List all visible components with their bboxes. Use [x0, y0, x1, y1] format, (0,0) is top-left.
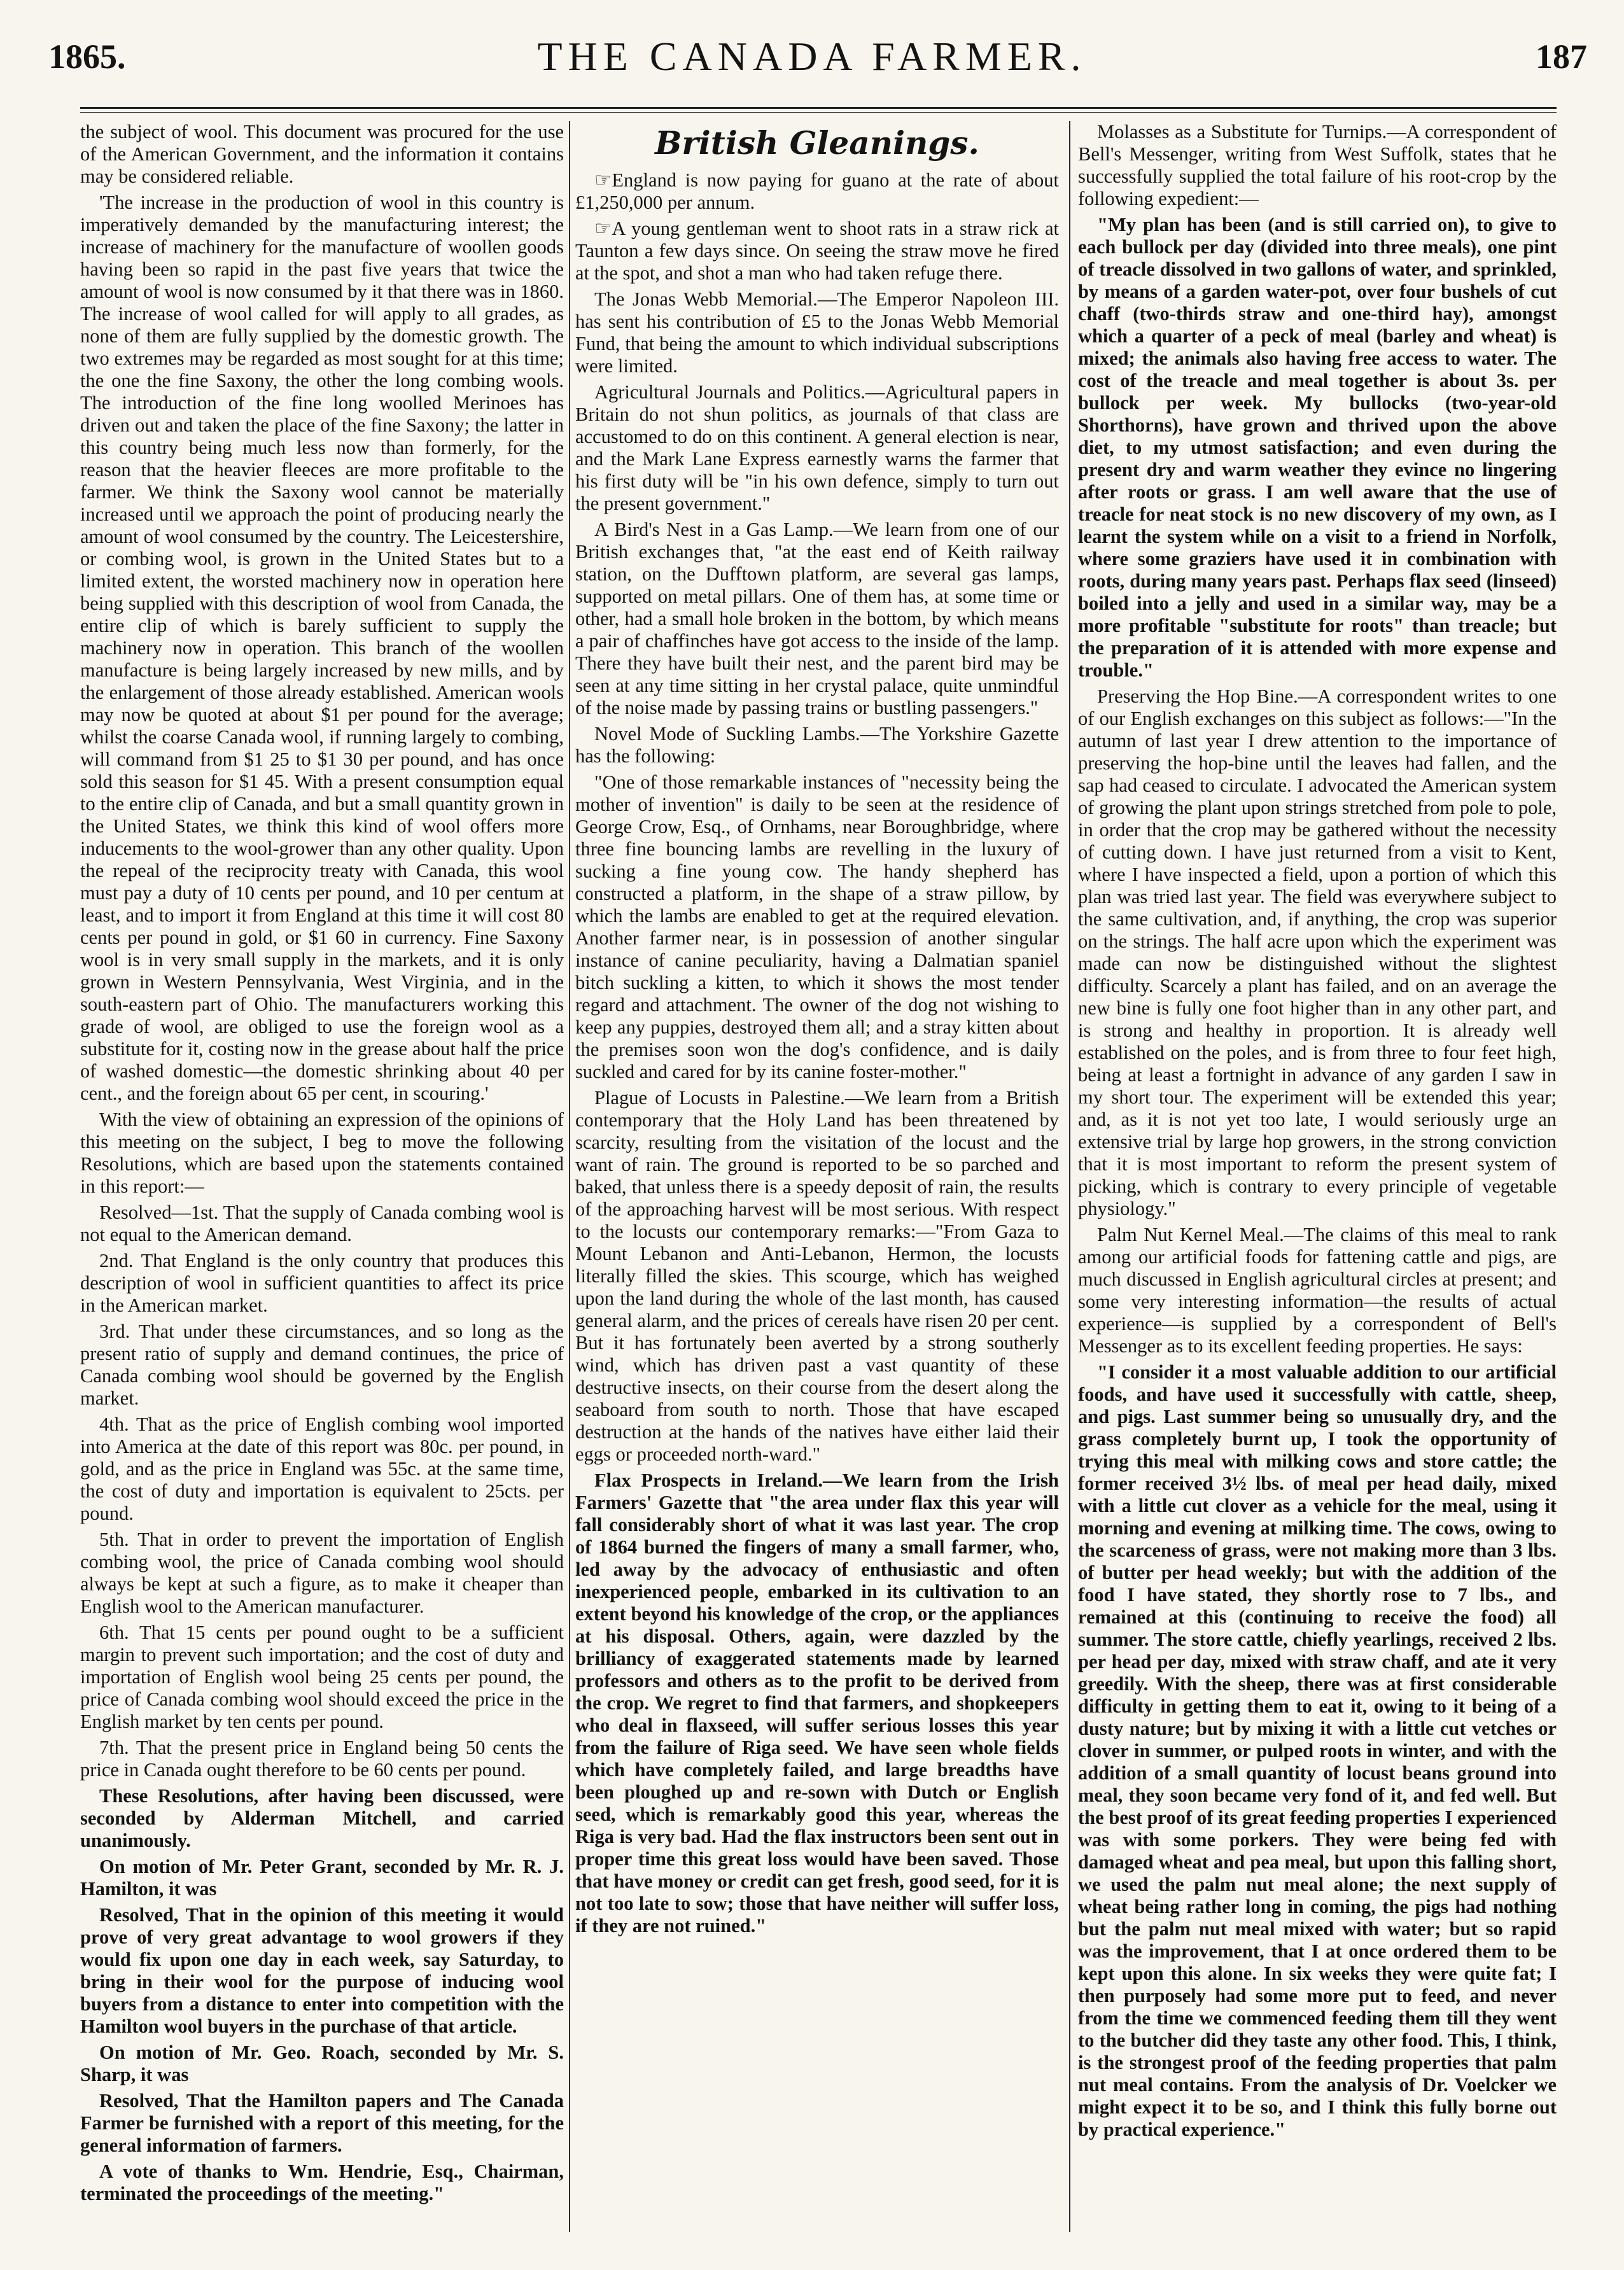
- news-item: Agricultural Journals and Politics.—Agricultural papers in Britain do not shun politics, as journals of that class are accustomed to do on this continent. A general election is near, and the Mark Lane Express earnestly warns the farmer that his first duty will be "in his own defence, simply to turn out the present government.": [575, 381, 1059, 514]
- resolution: 2nd. That England is the only country that produces this description of wool in sufficient quantities to affect its price in the American market.: [80, 1250, 564, 1316]
- resolution: 7th. That the present price in England being 50 cents the price in Canada ought therefore to be 60 cents per pound.: [80, 1737, 564, 1781]
- resolution: 5th. That in order to prevent the importation of English combing wool, the price of Canada combing wool should always be kept at such a figure, as to make it cheaper than English wool to the American manufacturer.: [80, 1529, 564, 1617]
- news-item: The Jonas Webb Memorial.—The Emperor Napoleon III. has sent his contribution of £5 to the Jonas Webb Memorial Fund, that being the amount to which individual subscriptions were limited.: [575, 288, 1059, 377]
- resolution: 3rd. That under these circumstances, and so long as the present ratio of supply and demand continues, the price of Canada combing wool should be governed by the English market.: [80, 1321, 564, 1409]
- news-item: ☞A young gentleman went to shoot rats in a straw rick at Taunton a few days since. On seeing the straw move he fired at the spot, and shot a man who had taken refuge there.: [575, 218, 1059, 284]
- section-heading: British Gleanings.: [655, 124, 979, 162]
- news-item: "One of those remarkable instances of "necessity being the mother of invention" is daily to be seen at the residence of George Crow, Esq., of Ornhams, near Boroughbridge, where three fine bouncing lambs are revelling in the luxury of sucking a fine young cow. The handy shepherd has constructed a platform, in the shape of a straw pillow, by which the lambs are enabled to get at the required elevation. Another farmer near, is in possession of another singular instance of canine peculiarity, having a Dalmatian spaniel bitch suckling a kitten, to which it shows the most tender regard and attachment. The owner of the dog not wishing to keep any puppies, destroyed them all; and a stray kitten about the premises soon won the dog's confidence, and is daily suckled and cared for by its canine foster-mother.": [575, 771, 1059, 1082]
- paragraph: 'The increase in the production of wool in this country is imperatively demanded by the manufacturing interest; the increase of machinery for the manufacture of woollen goods having been so rapid in the past five years that twice the amount of wool is now consumed by it that there was in 1860. The increase of wool called for will apply to all grades, as none of them are fully supplied by the domestic growth. The two extremes may be regarded as most sought for at this time; the one the fine Saxony, the other the long combing wools. The introduction of the fine long woolled Merinoes has driven out and taken the place of the fine Saxony; the latter in this country being much less now than formerly, for the reason that the heavier fleeces are more profitable to the farmer. We think the Saxony wool cannot be materially increased until we approach the point of producing nearly the amount of wool consumed by the country. The Leicestershire, or combing wool, is grown in the United States but to a limited extent, the worsted machinery now in operation here being supplied with this description of wool from Canada, the entire clip of which is barely sufficient to supply the machinery now in operation. This branch of the woollen manufacture is being largely increased by new mills, and by the enlargement of those already established. American wools may now be quoted at about $1 per pound for the average; whilst the coarse Canada wool, if running largely to combing, will command from $1 25 to $1 30 per pound, and has once sold this season for $1 45. With a present consumption equal to the entire clip of Canada, and but a small quantity grown in the United States, we think this kind of wool offers more inducements to the wool-grower than any other quality. Upon the repeal of the reciprocity treaty with Canada, this wool must pay a duty of 10 cents per pound, and 10 per centum at least, and to import it from England at this time it will cost 80 cents per pound in gold, or $1 60 in currency. Fine Saxony wool is in very small supply in the markets, and it is only grown in Western Pennsylvania, West Virginia, and in the south-eastern part of Ohio. The manufacturers working this grade of wool, are obliged to use the foreign wool as a substitute for it, costing now in the grease about half the price of washed domestic—the domestic shrinking about 40 per cent., and the foreign about 65 per cent, in scouring.': [80, 192, 564, 1104]
- newspaper-title: THE CANADA FARMER.: [537, 34, 1087, 79]
- column-divider: [1069, 121, 1070, 2232]
- quoted-letter: "I consider it a most valuable addition to our artificial foods, and have used it successfully with cattle, sheep, and pigs. Last summer being so unusually dry, and the grass completely burnt up, I took the opportunity of trying this meal with milking cows and store cattle; the former received 3½ lbs. of meal per head daily, mixed with a little cut clover as a vehicle for the meal, using it morning and evening at milking time. The cows, owing to the scarceness of grass, were not making more than 3 lbs. of butter per head weekly; but with the addition of the food I have stated, they shortly rose to 7 lbs., and remained at this (continuing to receive the food) all summer. The store cattle, chiefly yearlings, received 2 lbs. per head per day, mixed with straw chaff, and ate it very greedily. With the sheep, there was at first considerable difficulty in getting them to eat it, owing to it being of a dusty nature; but by mixing it with a little cut vetches or clover in summer, or pulped roots in winter, and with the addition of a small quantity of locust beans ground into meal, they soon became very fond of it, and fed well. But the best proof of its great feeding properties I experienced was with some porkers. They were being fed with damaged wheat and pea meal, but upon this falling short, we used the palm nut meal alone; the next supply of wheat being rather long in coming, the pigs had nothing but the palm nut meal mixed with water; but so rapid was the improvement, that I at once ordered them to be kept upon this alone. In six weeks they were quite fat; I then purposely had some more put to feed, and never from the time we commenced feeding them till they went to the butcher did they taste any other food. This, I think, is the strongest proof of the feeding properties that palm nut meal contains. From the analysis of Dr. Voelcker we might expect it to be so, and I think this fully borne out by practical experience.": [1078, 1361, 1557, 2140]
- resolution: Resolved—1st. That the supply of Canada combing wool is not equal to the American demand.: [80, 1202, 564, 1245]
- issue-year: 1865.: [48, 38, 126, 76]
- paragraph: Resolved, That in the opinion of this meeting it would prove of very great advantage to wool growers if they would fix upon one day in each week, say Saturday, to bring in their wool for the purpose of inducing wool buyers from a distance to enter into competition with the Hamilton wool buyers in the purchase of that article.: [80, 1904, 564, 2037]
- news-item: Plague of Locusts in Palestine.—We learn from a British contemporary that the Holy Land has been threatened by scarcity, resulting from the visitation of the locust and the want of rain. The ground is reported to be so parched and baked, that unless there is a speedy deposit of rain, the results of the approaching harvest will be most serious. With respect to the locusts our contemporary remarks:—"From Gaza to Mount Lebanon and Anti-Lebanon, Hermon, the locusts literally filled the skies. This scourge, which has weighed upon the land during the whole of the last month, has caused general alarm, and the prices of cereals have risen 20 per cent. But it has fortunately been averted by a strong southerly wind, which has driven past a vast quantity of these destructive insects, on their course from the desert along the seaboard from south to north. Those that have escaped destruction at the hands of the natives have either laid their eggs or proceeded north-ward.": [575, 1087, 1059, 1465]
- header-rule: [80, 107, 1557, 109]
- paragraph: On motion of Mr. Peter Grant, seconded by Mr. R. J. Hamilton, it was: [80, 1856, 564, 1900]
- column-2: [575, 121, 1059, 2232]
- resolution: 6th. That 15 cents per pound ought to be a sufficient margin to prevent such importation; and the cost of duty and importation of English wool being 25 cents per pound, the price of Canada combing wool should exceed the price in the English market by ten cents per pound.: [80, 1622, 564, 1732]
- paragraph: With the view of obtaining an expression of the opinions of this meeting on the subject, I beg to move the following Resolutions, which are based upon the statements contained in this report:—: [80, 1109, 564, 1197]
- paragraph: A vote of thanks to Wm. Hendrie, Esq., Chairman, terminated the proceedings of the meeting.": [80, 2161, 564, 2204]
- news-item: ☞England is now paying for guano at the rate of about £1,250,000 per annum.: [575, 169, 1059, 213]
- news-item: Palm Nut Kernel Meal.—The claims of this meal to rank among our artificial foods for fattening cattle and pigs, are much discussed in English agricultural circles at present; and some very interesting information—the results of actual experience—is supplied by a correspondent of Bell's Messenger as to its excellent feeding properties. He says:: [1078, 1224, 1557, 1357]
- paragraph: These Resolutions, after having been discussed, were seconded by Alderman Mitchell, and carried unanimously.: [80, 1785, 564, 1851]
- paragraph: Resolved, That the Hamilton papers and The Canada Farmer be furnished with a report of this meeting, for the general information of farmers.: [80, 2090, 564, 2156]
- masthead: [0, 0, 1624, 95]
- paragraph: On motion of Mr. Geo. Roach, seconded by Mr. S. Sharp, it was: [80, 2042, 564, 2085]
- news-item: A Bird's Nest in a Gas Lamp.—We learn from one of our British exchanges that, "at the east end of Keith railway station, on the Dufftown platform, are several gas lamps, supported on metal pillars. One of them has, at some time or other, had a small hole broken in the bottom, by which means a pair of chaffinches have got access to the inside of the lamp. There they have built their nest, and the parent bird may be seen at any time sitting in her crystal palace, quite unmindful of the noise made by passing trains or bustling passengers.": [575, 519, 1059, 718]
- news-item: Flax Prospects in Ireland.—We learn from the Irish Farmers' Gazette that "the area under flax this year will fall considerably short of what it was last year. The crop of 1864 burned the fingers of many a small farmer, who, led away by the advocacy of enthusiastic and often inexperienced people, embarked in its cultivation to an extent beyond his knowledge of the crop, or the appliances at his disposal. Others, again, were dazzled by the brilliancy of exaggerated statements made by learned professors and others as to the profit to be derived from the crop. We regret to find that farmers, and shopkeepers who deal in flaxseed, will suffer serious losses this year from the failure of Riga seed. We have seen whole fields which have completely failed, and large breadths have been ploughed up and re-sown with Dutch or English seed, which is remarkably good this year, whereas the Riga is very bad. Had the flax instructors been sent out in proper time this great loss would have been saved. Those that have money or credit can get fresh, good seed, for it is not too late to sow; those that have neither will suffer loss, if they are not ruined.": [575, 1469, 1059, 1937]
- header-rule-thin: [80, 112, 1557, 113]
- quoted-letter: "My plan has been (and is still carried on), to give to each bullock per day (divided into three meals), one pint of treacle dissolved in two gallons of water, and sprinkled, by means of a garden water-pot, over four bushels of cut chaff (two-thirds straw and one-third hay), amongst which a quarter of a peck of meal (barley and wheat) is mixed; the animals also having free access to water. The cost of the treacle and meal together is about 3s. per bullock per week. My bullocks (two-year-old Shorthorns), have grown and thrived upon the above diet, to my utmost satisfaction; and even during the present dry and warm weather they evince no lingering after roots or grass. I am well aware that the use of treacle for neat stock is no new discovery of my own, as I learnt the system while on a visit to a friend in Norfolk, where some graziers have used it in combination with roots, during many years past. Perhaps flax seed (linseed) boiled into a jelly and used in a similar way, may be a more profitable "substitute for roots" than treacle; but the preparation of it is attended with more expense and trouble.": [1078, 214, 1557, 681]
- page-number: 187: [1536, 38, 1587, 76]
- column-divider: [569, 121, 570, 2232]
- column-1: [80, 121, 564, 2232]
- news-item: Molasses as a Substitute for Turnips.—A correspondent of Bell's Messenger, writing from West Suffolk, states that he successfully supplied the total failure of his root-crop by the following expedient:—: [1078, 121, 1557, 209]
- paragraph: the subject of wool. This document was procured for the use of the American Government, and the information it contains may be considered reliable.: [80, 121, 564, 187]
- news-item: Novel Mode of Suckling Lambs.—The Yorkshire Gazette has the following:: [575, 723, 1059, 767]
- column-3: [1078, 121, 1557, 2232]
- resolution: 4th. That as the price of English combing wool imported into America at the date of this report was 80c. per pound, in gold, and as the price in England was 55c. at the same time, the cost of duty and importation is equivalent to 25cts. per pound.: [80, 1413, 564, 1524]
- news-item: Preserving the Hop Bine.—A correspondent writes to one of our English exchanges on this subject as follows:—"In the autumn of last year I drew attention to the importance of preserving the hop-bine until the leaves had fallen, and the sap had ceased to circulate. I advocated the American system of growing the plant upon strings stretched from pole to pole, in order that the crop may be gathered without the necessity of cutting down. I have just returned from a visit to Kent, where I have inspected a field, upon a portion of which this plan was tried last year. The field was everywhere subject to the same cultivation, and, if anything, the crop was superior on the strings. The half acre upon which the experiment was made can now be distinguished without the slightest difficulty. Scarcely a plant has failed, and on an average the new bine is fully one foot higher than in any other part, and is strong and healthy in proportion. It is already well established on the poles, and is from three to four feet high, being at least a fortnight in advance of any garden I saw in my short tour. The experiment will be extended this year; and, as it is not yet too late, I would seriously urge an extensive trial by large hop growers, in the strong conviction that it is most important to reform the present system of picking, which is contrary to every principle of vegetable physiology.": [1078, 685, 1557, 1219]
